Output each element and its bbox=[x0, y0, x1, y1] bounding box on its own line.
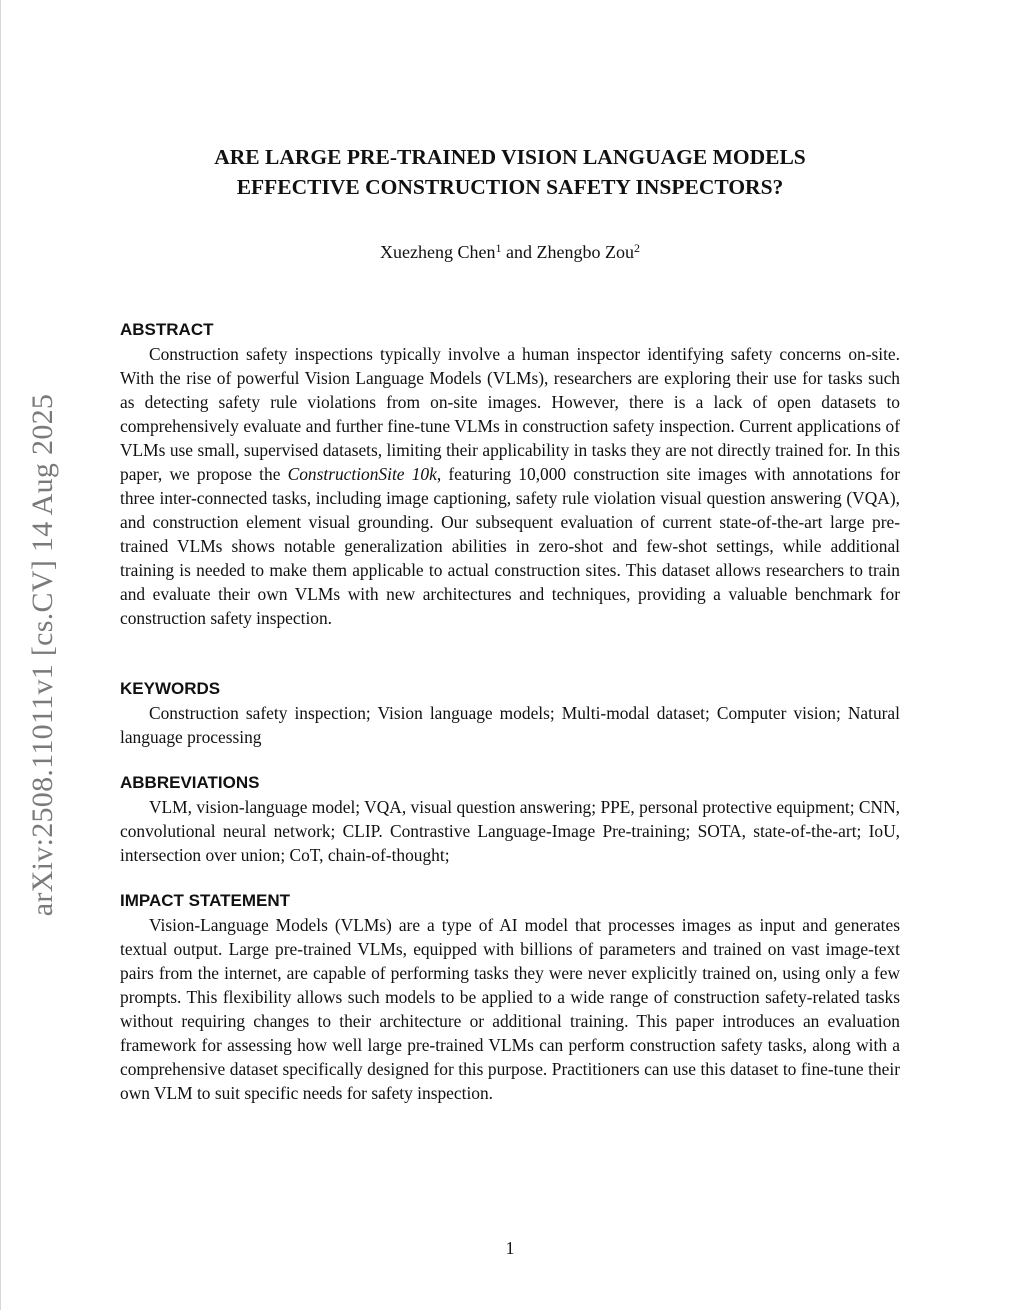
page-number: 1 bbox=[505, 1238, 515, 1258]
page-left-border bbox=[0, 0, 1, 1310]
keywords-section bbox=[120, 677, 900, 749]
arxiv-identifier: arXiv:2508.11011v1 [cs.CV] 14 Aug 2025 bbox=[26, 393, 59, 917]
abstract-heading: ABSTRACT bbox=[120, 320, 214, 339]
title-line-2: EFFECTIVE CONSTRUCTION SAFETY INSPECTORS? bbox=[236, 175, 784, 199]
impact-statement-heading: IMPACT STATEMENT bbox=[120, 891, 290, 910]
title-line-1: ARE LARGE PRE-TRAINED VISION LANGUAGE MODELS bbox=[214, 145, 806, 169]
abbreviations-text: VLM, vision-language model; VQA, visual question answering; PPE, personal protective equipment; CNN, convolutional neural network; CLIP. Contrastive Language-Image Pre-training; SOTA, state-of-the-art; IoU, intersection over union; CoT, chain-of-thought; bbox=[120, 797, 900, 865]
author-name: Zhengbo Zou bbox=[536, 242, 634, 262]
impact-statement-section bbox=[120, 889, 900, 1105]
abstract-section bbox=[120, 318, 900, 630]
author-name: Xuezheng Chen bbox=[380, 242, 496, 262]
impact-statement-text: Vision-Language Models (VLMs) are a type of AI model that processes images as input and generates textual output. Large pre-trained VLMs, equipped with billions of parameters and trained on vast image-text pairs from the internet, are capable of performing tasks they were never explicitly trained on, using only a few prompts. This flexibility allows such models to be applied to a wide range of construction safety-related tasks without requiring changes to their architecture or additional training. This paper introduces an evaluation framework for assessing how well large pre-trained VLMs can perform construction safety tasks, along with a comprehensive dataset specifically designed for this purpose. Practitioners can use this dataset to fine-tune their own VLM to suit specific needs for safety inspection. bbox=[120, 915, 900, 1103]
abstract-text-part: Construction safety inspections typically involve a human inspector identifying safety concerns on-site. With the rise of powerful Vision Language Models (VLMs), researchers are exploring their use for tasks such as detecting safety rule violations from on-site images. However, there is a lack of open datasets to comprehensively evaluate and further fine-tune VLMs in construction safety inspection. Current applications of VLMs use small, supervised datasets, limiting their applicability in tasks they are not directly trained for. In this paper, we propose the bbox=[120, 344, 900, 484]
dataset-name: ConstructionSite 10k bbox=[287, 464, 437, 484]
affiliation-marker: 2 bbox=[633, 241, 640, 255]
author-connector: and bbox=[501, 242, 537, 262]
author-list bbox=[120, 239, 900, 265]
affiliation-marker: 1 bbox=[495, 241, 502, 255]
abbreviations-heading: ABBREVIATIONS bbox=[120, 773, 260, 792]
abbreviations-section bbox=[120, 771, 900, 867]
keywords-text: Construction safety inspection; Vision language models; Multi-modal dataset; Computer vision; Natural language processing bbox=[120, 703, 900, 747]
keywords-heading: KEYWORDS bbox=[120, 679, 221, 698]
abstract-text-part: , featuring 10,000 construction site images with annotations for three inter-connected tasks, including image captioning, safety rule violation visual question answering (VQA), and construction element visual grounding. Our subsequent evaluation of current state-of-the-art large pre-trained VLMs shows notable generalization abilities in zero-shot and few-shot settings, while additional training is needed to make them applicable to actual construction sites. This dataset allows researchers to train and evaluate their own VLMs with new architectures and techniques, providing a valuable benchmark for construction safety inspection. bbox=[120, 464, 900, 628]
paper-title bbox=[120, 142, 900, 202]
abstract-text bbox=[120, 342, 900, 630]
